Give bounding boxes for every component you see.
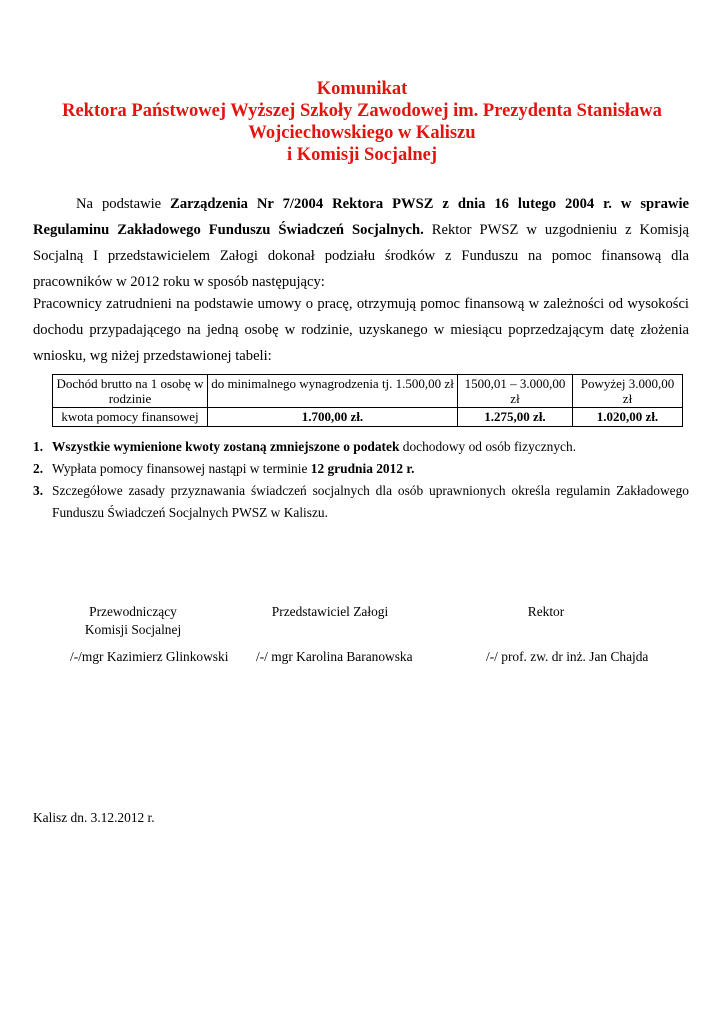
regulation-reference: Zarządzenia Nr 7/2004 Rektora PWSZ z dnia 16 lutego 2004 r. w sprawie — [170, 196, 689, 212]
intro-paragraph — [33, 191, 689, 295]
notes-list — [33, 436, 689, 524]
aid-table — [52, 374, 683, 427]
intro-line-1 — [33, 191, 689, 217]
intro-line-4: pracowników w 2012 roku w sposób następujący: — [33, 274, 325, 290]
tax-note-bold: Wszystkie wymienione kwoty zostaną zmniejszone o podatek — [52, 439, 400, 454]
list-number: 3. — [33, 483, 44, 498]
list-item — [33, 436, 689, 458]
regulation-name: Regulaminu Zakładowego Funduszu Świadczeń Socjalnych. — [33, 222, 424, 238]
intro-line-3: Socjalną I przedstawicielem Załogi dokonał podziału środków z Funduszu na pomoc finansową dla — [33, 248, 689, 264]
table-cell — [208, 408, 458, 427]
signature-block-commission — [58, 603, 208, 639]
title-line-1: Komunikat — [316, 79, 408, 99]
signature-name-staff: /-/ mgr Karolina Baranowska — [256, 649, 413, 664]
table-row — [53, 408, 683, 427]
table-cell: do minimalnego wynagrodzenia tj. 1.500,00 zł — [208, 375, 458, 408]
table-cell: Powyżej 3.000,00 zł — [573, 375, 683, 408]
signature-title: Przewodniczący — [89, 604, 177, 619]
eligibility-line-1: Pracownicy zatrudnieni na podstawie umowy o pracę, otrzymują pomoc finansową w zależności od wysokości — [33, 296, 689, 312]
rules-note-line-1: Szczegółowe zasady przyznawania świadczeń socjalnych dla osób uprawnionych określa regulamin Zakładowego — [52, 483, 689, 498]
amount-value: 1.700,00 zł. — [301, 409, 364, 424]
signature-block-rector — [516, 603, 576, 621]
signature-title: Przedstawiciel Załogi — [271, 604, 389, 619]
eligibility-paragraph — [33, 291, 689, 369]
signature-title: Rektor — [527, 604, 565, 619]
intro-line-2 — [33, 217, 689, 243]
signature-name-rector: /-/ prof. zw. dr inż. Jan Chajda — [486, 649, 649, 664]
intro-text: Rektor PWSZ w uzgodnieniu z Komisją — [423, 222, 689, 238]
eligibility-line-2: dochodu przypadającego na jedną osobę w rodzinie, uzyskanego w miesiącu poprzedzającym datę złożenia — [33, 322, 689, 338]
signature-block-staff — [260, 603, 400, 621]
tax-note-text: dochodowy od osób fizycznych. — [399, 439, 577, 454]
rules-note-line-2: Funduszu Świadczeń Socjalnych PWSZ w Kaliszu. — [52, 505, 328, 520]
signature-title: Komisji Socjalnej — [84, 622, 182, 637]
title-line-2: Rektora Państwowej Wyższej Szkoły Zawodowej im. Prezydenta Stanisława — [62, 101, 662, 121]
title-line-3: Wojciechowskiego w Kaliszu — [248, 123, 476, 143]
intro-text: Na podstawie — [76, 196, 171, 212]
table-cell: kwota pomocy finansowej — [53, 408, 208, 427]
list-item — [33, 480, 689, 524]
eligibility-line-3: wniosku, wg niżej przedstawionej tabeli: — [33, 348, 272, 364]
amount-value: 1.275,00 zł. — [484, 409, 546, 424]
table-cell: 1500,01 – 3.000,00 zł — [458, 375, 573, 408]
table-cell: Dochód brutto na 1 osobę w rodzinie — [53, 375, 208, 408]
amount-value: 1.020,00 zł. — [596, 409, 659, 424]
list-number: 2. — [33, 461, 44, 476]
document-title — [0, 78, 724, 166]
table-row — [53, 375, 683, 408]
signature-name-commission: /-/mgr Kazimierz Glinkowski — [70, 649, 229, 664]
table-cell — [458, 408, 573, 427]
title-line-4: i Komisji Socjalnej — [286, 145, 438, 165]
list-item — [33, 458, 689, 480]
payment-date: 12 grudnia 2012 r. — [310, 461, 415, 476]
list-number: 1. — [33, 439, 44, 454]
payment-note-text: Wypłata pomocy finansowej nastąpi w terminie — [52, 461, 311, 476]
place-and-date: Kalisz dn. 3.12.2012 r. — [33, 810, 155, 825]
table-cell — [573, 408, 683, 427]
